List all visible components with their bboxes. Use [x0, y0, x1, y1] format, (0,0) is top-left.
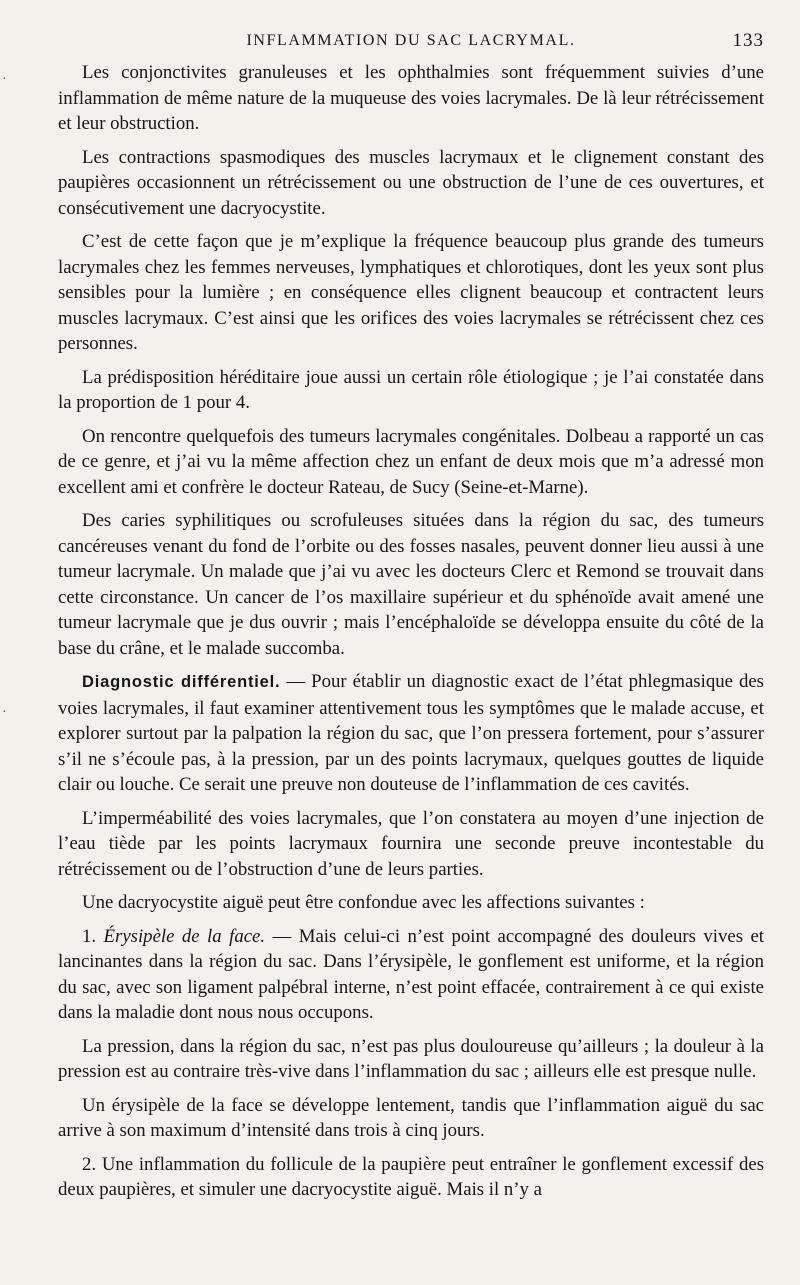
body-text — [58, 60, 764, 1203]
paragraph-pression: La pression, dans la région du sac, n’est pas plus douloureuse qu’ailleurs ; la douleur à la pression est au contraire très-vive dans l’inflammation du sac ; ailleurs elle est presque nulle. — [58, 1035, 764, 1082]
paragraph-congenitales: On rencontre quelquefois des tumeurs lacrymales congénitales. Dolbeau a rapporté un cas de ce genre, et j’ai vu la même affection chez un enfant de deux mois que m’a adressé mon excellent ami et confrère le docteur Rateau, de Sucy (Seine-et-Marne). — [58, 425, 764, 498]
paragraph-contractions: Les contractions spasmodiques des muscles lacrymaux et le clignement constant des paupières occasionnent un rétrécissement ou une obstruction de l’une de ces ouvertures, et consécutivement une dacryocystite. — [58, 146, 764, 219]
paragraph-erysipele-text: — Mais celui-ci n’est point accompagné des douleurs vives et lancinantes dans la région du sac. Dans l’érysipèle, le gonflement est uniforme, et la région du sac, avec son ligament palpébral interne, n’est point effacée, contrairement à ce qui existe dans la maladie dont nous nous occupons. — [58, 925, 765, 1023]
paragraph-erysipele — [58, 924, 764, 1026]
paragraph-dacryocystite: Une dacryocystite aiguë peut être confondue avec les affections suivantes : — [82, 892, 645, 913]
running-header — [58, 26, 764, 60]
margin-speck: · — [2, 72, 7, 87]
paragraph-conjonctivites: Les conjonctivites granuleuses et les ophthalmies sont fréquemment suivies d’une inflammation de même nature de la muqueuse des voies lacrymales. De là leur rétrécissement et leur obstruction. — [58, 62, 764, 134]
paragraph-diagnostic-text: — Pour établir un diagnostic exact de l’état phlegmasique des voies lacrymales, il faut examiner attentivement tous les symptômes que le malade accuse, et explorer surtout par la palpation la région du sac, que l’on pressera fortement, pour s’assurer s’il ne s’écoule pas, à la pression, par un des points lacrymaux, quelques gouttes de liquide clair ou louche. Ce serait une preuve non douteuse de l’inflammation de ces cavités. — [58, 671, 764, 795]
margin-speck: · — [2, 705, 7, 720]
subheading-erysipele: Érysipèle de la face. — [103, 925, 266, 947]
running-title: INFLAMMATION DU SAC LACRYMAL. — [246, 32, 576, 49]
page-number: 133 — [732, 30, 764, 51]
paragraph-predisposition: La prédisposition héréditaire joue aussi un certain rôle étiologique ; je l’ai constatée dans la proportion de 1 pour 4. — [58, 366, 764, 413]
paragraph-follicule: 2. Une inflammation du follicule de la paupière peut entraîner le gonflement excessif des deux paupières, et simuler une dacryocystite aiguë. Mais il n’y a — [58, 1153, 764, 1200]
paragraph-developpement: Un érysipèle de la face se développe lentement, tandis que l’inflammation aiguë du sac arrive à son maximum d’intensité dans trois à cinq jours. — [58, 1094, 764, 1141]
paragraph-caries: Des caries syphilitiques ou scrofuleuses situées dans la région du sac, des tumeurs cancéreuses venant du fond de l’orbite ou des fosses nasales, peuvent donner lieu aussi à une tumeur lacrymale. Un malade que j’ai vu avec les docteurs Clerc et Remond se trouvait dans cette circonstance. Un cancer de l’os maxillaire supérieur et du sphénoïde avait amené une tumeur lacrymale que je dus ouvrir ; mais l’encéphaloïde se développa ensuite du côté de la base du crâne, et le malade succomba. — [58, 510, 764, 659]
paragraph-diagnostic — [58, 669, 764, 798]
list-number: 1. — [82, 925, 104, 947]
paragraph-frequence: C’est de cette façon que je m’explique la fréquence beaucoup plus grande des tumeurs lacrymales chez les femmes nerveuses, lymphatiques et chlorotiques, dont les yeux sont plus sensibles pour la lumière ; en conséquence elles clignent beaucoup et contractent leurs muscles lacrymaux. C’est ainsi que les orifices des voies lacrymales se rétrécissent chez ces personnes. — [58, 231, 764, 354]
paragraph-impermeabilite: L’imperméabilité des voies lacrymales, que l’on constatera au moyen d’une injection de l’eau tiède par les points lacrymaux fournira une seconde preuve incontestable du rétrécissement ou de l’obstruction d’une de leurs parties. — [58, 807, 764, 880]
section-heading-diagnostic: Diagnostic différentiel. — [82, 673, 281, 691]
